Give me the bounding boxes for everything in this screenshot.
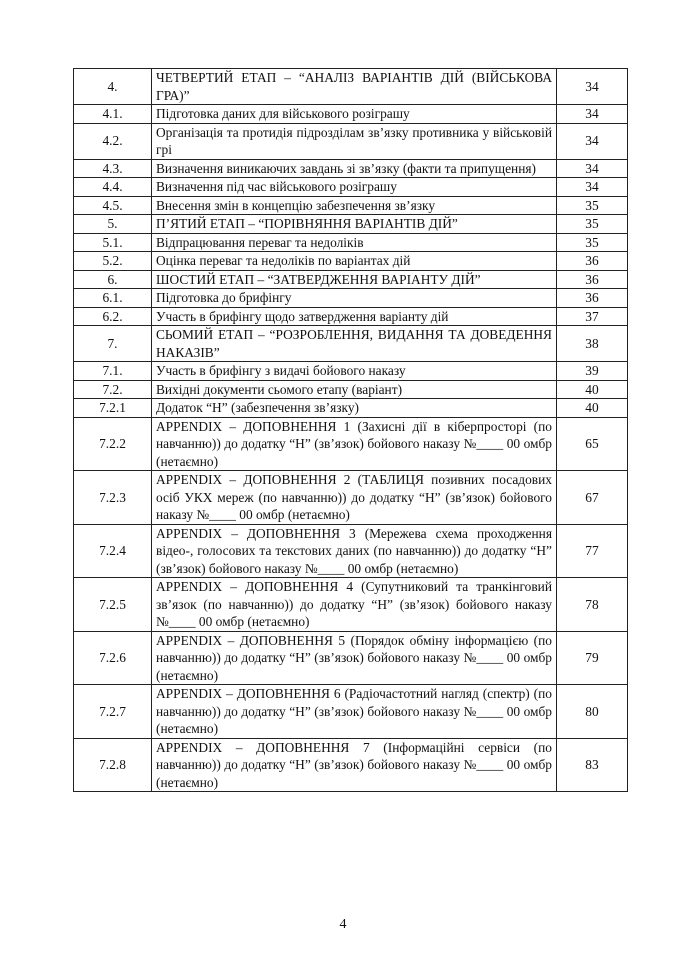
toc-row	[74, 123, 628, 159]
toc-page-number: 36	[557, 289, 628, 308]
toc-row	[74, 233, 628, 252]
toc-section-title: APPENDIX – ДОПОВНЕННЯ 7 (Інформаційні сервіси (по навчанню)) до додатку “Н” (зв’язок) бойового наказу №____ 00 омбр (нетаємно)	[152, 738, 557, 792]
toc-section-title: Підготовка до брифінгу	[152, 289, 557, 308]
toc-page-number: 77	[557, 524, 628, 578]
toc-section-number: 4.3.	[74, 159, 152, 178]
toc-section-title: APPENDIX – ДОПОВНЕННЯ 5 (Порядок обміну інформацією (по навчанню)) до додатку “Н” (зв’язок) бойового наказу №____ 00 омбр (нетаємно)	[152, 631, 557, 685]
toc-section-title: Оцінка переваг та недоліків по варіантах дій	[152, 252, 557, 271]
toc-section-number: 6.2.	[74, 307, 152, 326]
toc-section-title: APPENDIX – ДОПОВНЕННЯ 3 (Мережева схема проходження відео-, голосових та текстових даних (по навчанню)) до додатку “Н” (зв’язок) бойового наказу №____ 00 омбр (нетаємно)	[152, 524, 557, 578]
toc-section-title: APPENDIX – ДОПОВНЕННЯ 2 (ТАБЛИЦЯ позивних посадових осіб УКХ мереж (по навчанню)) до додатку “Н” (зв’язок) бойового наказу №____ 00 омбр (нетаємно)	[152, 471, 557, 525]
toc-page-number: 34	[557, 69, 628, 105]
toc-section-number: 7.2.6	[74, 631, 152, 685]
toc-page-number: 35	[557, 215, 628, 234]
toc-page-number: 79	[557, 631, 628, 685]
toc-page-number: 67	[557, 471, 628, 525]
toc-section-title: Вихідні документи сьомого етапу (варіант)	[152, 380, 557, 399]
toc-section-number: 4.5.	[74, 196, 152, 215]
toc-section-number: 6.	[74, 270, 152, 289]
toc-section-number: 7.2.5	[74, 578, 152, 632]
toc-page-number: 38	[557, 326, 628, 362]
toc-row	[74, 524, 628, 578]
toc-page-number: 78	[557, 578, 628, 632]
toc-row	[74, 417, 628, 471]
toc-section-number: 7.2.	[74, 380, 152, 399]
toc-page-number: 35	[557, 196, 628, 215]
toc-section-title: APPENDIX – ДОПОВНЕННЯ 1 (Захисні дії в кіберпросторі (по навчанню)) до додатку “Н” (зв’язок) бойового наказу №____ 00 омбр (нетаємно)	[152, 417, 557, 471]
toc-section-number: 7.2.1	[74, 399, 152, 418]
toc-page-number: 34	[557, 159, 628, 178]
toc-row	[74, 326, 628, 362]
toc-row	[74, 252, 628, 271]
toc-row	[74, 738, 628, 792]
toc-section-number: 7.2.3	[74, 471, 152, 525]
toc-section-number: 4.4.	[74, 178, 152, 197]
toc-page-number: 34	[557, 105, 628, 124]
toc-row	[74, 399, 628, 418]
toc-section-number: 5.	[74, 215, 152, 234]
toc-section-title: ШОСТИЙ ЕТАП – “ЗАТВЕРДЖЕННЯ ВАРІАНТУ ДІЙ”	[152, 270, 557, 289]
toc-section-title: Підготовка даних для військового розіграшу	[152, 105, 557, 124]
toc-section-number: 4.1.	[74, 105, 152, 124]
toc-section-number: 6.1.	[74, 289, 152, 308]
toc-section-title: П’ЯТИЙ ЕТАП – “ПОРІВНЯННЯ ВАРІАНТІВ ДІЙ”	[152, 215, 557, 234]
toc-section-title: ЧЕТВЕРТИЙ ЕТАП – “АНАЛІЗ ВАРІАНТІВ ДІЙ (ВІЙСЬКОВА ГРА)”	[152, 69, 557, 105]
toc-row	[74, 362, 628, 381]
toc-row	[74, 215, 628, 234]
toc-row	[74, 69, 628, 105]
toc-page-number: 83	[557, 738, 628, 792]
toc-section-number: 7.2.7	[74, 685, 152, 739]
toc-section-number: 7.2.2	[74, 417, 152, 471]
toc-section-number: 4.	[74, 69, 152, 105]
toc-section-number: 7.2.8	[74, 738, 152, 792]
toc-row	[74, 578, 628, 632]
toc-page-number: 37	[557, 307, 628, 326]
toc-row	[74, 307, 628, 326]
toc-page-number: 40	[557, 380, 628, 399]
toc-page-number: 40	[557, 399, 628, 418]
toc-section-title: Відпрацювання переваг та недоліків	[152, 233, 557, 252]
toc-row	[74, 685, 628, 739]
toc-section-title: Внесення змін в концепцію забезпечення зв’язку	[152, 196, 557, 215]
toc-section-title: APPENDIX – ДОПОВНЕННЯ 6 (Радіочастотний нагляд (спектр) (по навчанню)) до додатку “Н” (зв’язок) бойового наказу №____ 00 омбр (нетаємно)	[152, 685, 557, 739]
toc-section-number: 5.1.	[74, 233, 152, 252]
toc-section-title: Визначення виникаючих завдань зі зв’язку (факти та припущення)	[152, 159, 557, 178]
toc-page-number: 65	[557, 417, 628, 471]
toc-section-title: Участь в брифінгу щодо затвердження варіанту дій	[152, 307, 557, 326]
toc-page-number: 36	[557, 252, 628, 271]
toc-row	[74, 178, 628, 197]
toc-section-title: Участь в брифінгу з видачі бойового наказу	[152, 362, 557, 381]
toc-section-title: APPENDIX – ДОПОВНЕННЯ 4 (Супутниковий та транкінговий зв’язок (по навчанню)) до додатку “Н” (зв’язок) бойового наказу №____ 00 омбр (нетаємно)	[152, 578, 557, 632]
toc-row	[74, 105, 628, 124]
toc-row	[74, 289, 628, 308]
page-number: 4	[339, 917, 347, 932]
toc-page-number: 39	[557, 362, 628, 381]
toc-section-title: СЬОМИЙ ЕТАП – “РОЗРОБЛЕННЯ, ВИДАННЯ ТА ДОВЕДЕННЯ НАКАЗІВ”	[152, 326, 557, 362]
toc-section-title: Додаток “Н” (забезпечення зв’язку)	[152, 399, 557, 418]
toc-section-number: 5.2.	[74, 252, 152, 271]
toc-section-number: 7.1.	[74, 362, 152, 381]
table-of-contents	[73, 68, 628, 792]
toc-section-number: 7.	[74, 326, 152, 362]
toc-page-number: 80	[557, 685, 628, 739]
toc-section-number: 7.2.4	[74, 524, 152, 578]
toc-row	[74, 270, 628, 289]
toc-page-number: 35	[557, 233, 628, 252]
toc-row	[74, 631, 628, 685]
toc-section-title: Організація та протидія підрозділам зв’язку противника у військовій грі	[152, 123, 557, 159]
toc-row	[74, 159, 628, 178]
toc-row	[74, 471, 628, 525]
toc-row	[74, 196, 628, 215]
toc-row	[74, 380, 628, 399]
toc-body	[74, 69, 628, 792]
toc-section-title: Визначення під час військового розіграшу	[152, 178, 557, 197]
toc-page-number: 36	[557, 270, 628, 289]
toc-section-number: 4.2.	[74, 123, 152, 159]
toc-page-number: 34	[557, 123, 628, 159]
toc-page-number: 34	[557, 178, 628, 197]
